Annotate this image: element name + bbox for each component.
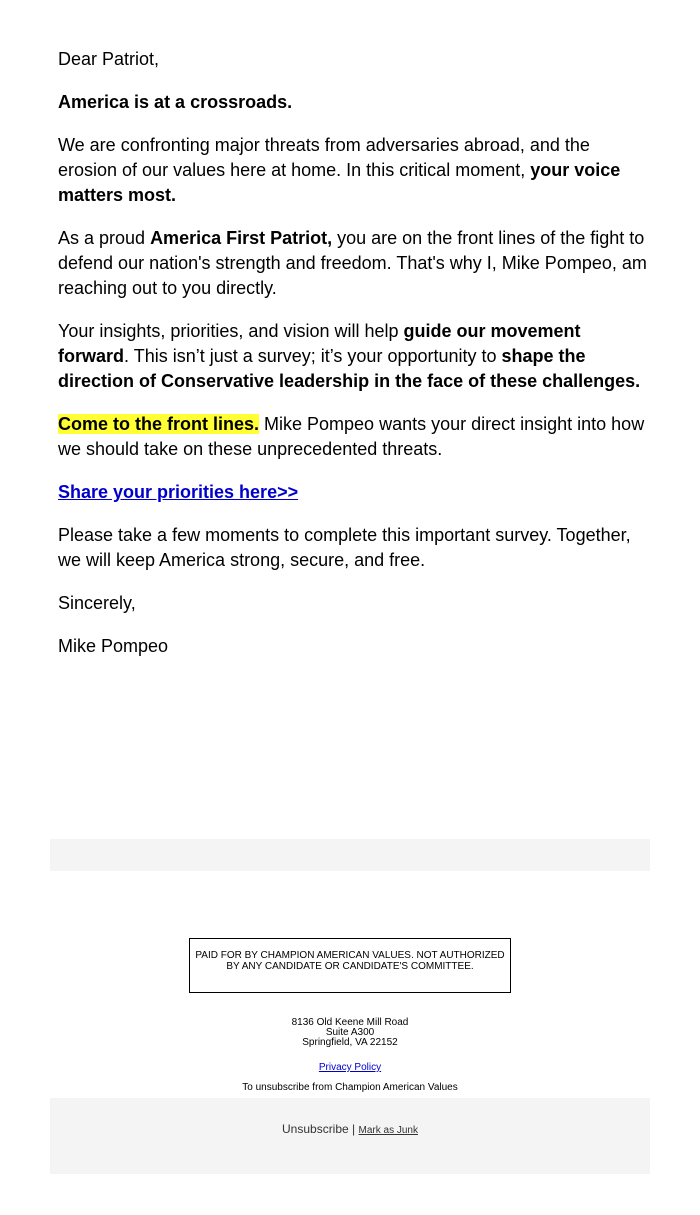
greeting: Dear Patriot, [58, 49, 160, 69]
headline-text: America is at a crossroads. [58, 92, 293, 112]
paragraph-survey: Please take a few moments to complete this important survey. Together, we will keep America strong, secure, and free. [58, 525, 631, 570]
closing: Sincerely, [58, 593, 136, 613]
paragraph-patriot-post: you are on the front lines of the fight to defend our nation's strength and freedom. That's why I, Mike Pompeo, am reaching out to you directly. [58, 228, 647, 298]
address-line-city: Springfield, VA 22152 [302, 1037, 398, 1048]
share-priorities-link[interactable]: Share your priorities here>> [58, 482, 299, 502]
paragraph-threats-text: We are confronting major threats from adversaries abroad, and the erosion of our values here at home. In this critical moment, [58, 135, 590, 180]
paragraph-insights-pre: Your insights, priorities, and vision will help [58, 321, 404, 341]
unsubscribe-bar [50, 1098, 650, 1174]
paragraph-patriot-pre: As a proud [58, 228, 151, 248]
footer-divider-bar [50, 839, 650, 871]
paragraph-front-lines-text: Mike Pompeo wants your direct insight into how we should take on these unprecedented threats. [58, 414, 645, 459]
unsubscribe-note: To unsubscribe from Champion American Values [242, 1082, 458, 1093]
paragraph-patriot-bold: America First Patriot, [150, 228, 333, 248]
cta-paragraph [58, 480, 650, 505]
headline [58, 90, 650, 115]
mailing-address [50, 1018, 650, 1048]
unsubscribe-link[interactable]: Unsubscribe [282, 1122, 349, 1136]
email-body [58, 47, 650, 677]
paragraph-insights-bold1: guide our movement forward [58, 321, 581, 366]
separator: | [352, 1122, 356, 1136]
privacy-policy-link[interactable]: Privacy Policy [318, 1062, 382, 1073]
paragraph-insights-mid: . This isn’t just a survey; it’s your opportunity to [124, 346, 502, 366]
unsubscribe-row [50, 1122, 650, 1136]
paragraph-insights-bold2: shape the direction of Conservative leadership in the face of these challenges. [58, 346, 641, 391]
highlight-front-lines: Come to the front lines. [58, 414, 260, 434]
signature: Mike Pompeo [58, 636, 169, 656]
paragraph-threats-bold: your voice matters most. [58, 160, 621, 205]
mark-as-junk-link[interactable]: Mark as Junk [358, 1125, 418, 1136]
address-line-street: 8136 Old Keene Mill Road [291, 1017, 409, 1028]
address-line-suite: Suite A300 [325, 1027, 375, 1038]
privacy-row [50, 1062, 650, 1073]
paid-for-disclaimer: PAID FOR BY CHAMPION AMERICAN VALUES. NOT AUTHORIZED BY ANY CANDIDATE OR CANDIDATE'S COMMITTEE. [189, 938, 511, 993]
paragraph-front-lines [58, 412, 650, 462]
paragraph-threats [58, 133, 650, 208]
paragraph-insights [58, 319, 650, 394]
paragraph-patriot [58, 226, 650, 301]
